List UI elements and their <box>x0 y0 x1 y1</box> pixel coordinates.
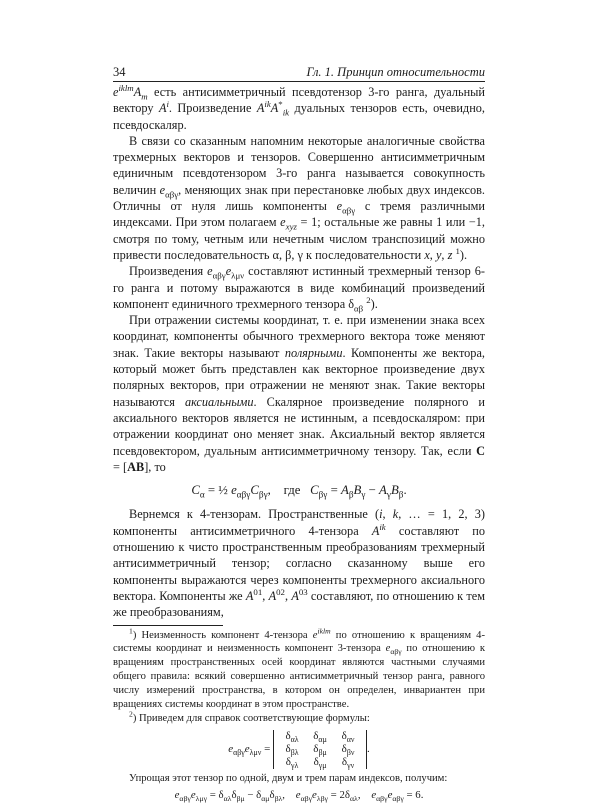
det-cell: $\delta_{\alpha\nu}$ <box>341 729 355 745</box>
footnotes <box>113 625 486 803</box>
running-title: Гл. 1. Принцип относительности <box>306 65 485 79</box>
det-cell: $\delta_{\gamma\nu}$ <box>341 755 355 771</box>
page-number: 34 <box>113 65 126 79</box>
determinant-lhs: $e_{\alpha\beta\gamma}e_{\lambda\mu\nu}$ = <box>228 742 271 758</box>
det-cell: $\delta_{\alpha\mu}$ <box>313 729 327 745</box>
paragraph-1: $e^{iklm}A_m$ есть антисимметричный псевдотензор 3-го ранга, дуальный вектору $A^i$. Произведение $A^{ik}A^*_{ik}$ дуальных тензоров есть, очевидно, псевдоскаляр. <box>113 82 485 132</box>
main-text <box>113 84 485 803</box>
paragraph-5: Вернемся к 4-тензорам. Пространственные (i, k, … = 1, 2, 3) компоненты антисимметричного 4-тензора $A^{ik}$ составляют по отношению к чисто пространственным преобразованиям трехмерный антисимметричный тензор; согласно сказанному выше его компоненты выражаются через компоненты трехмерного аксиального вектора. Компоненты же $A^{01}$, $A^{02}$, $A^{03}$ составляют, по отношению к тем же преобразованиям, <box>113 507 485 620</box>
determinant-row <box>278 756 362 769</box>
contraction-formulas: $e_{\alpha\beta\gamma}e_{\lambda\mu\gamma} = \delta_{\alpha\lambda}\delta_{\beta\mu} - \delta_{\alpha\mu}\delta_{\beta\lambda}$, $e_{\alpha\beta\gamma}e_{\lambda\beta\gamma} = 2\delta_{\alpha\lambda}$, $e_{\alpha\beta\gamma}e_{\alpha\beta\gamma} = 6$. <box>174 788 424 803</box>
paragraph-3: Произведения $e_{\alpha\beta\gamma}e_{\lambda\mu\nu}$ составляют истинный трехмерный тензор 6-го ранга и потому выражаются в виде комбинаций произведений компонент единичного трехмерного тензора $\delta_{\alpha\beta}$ $^2$). <box>113 264 485 314</box>
det-cell: $\delta_{\beta\mu}$ <box>313 742 327 758</box>
page-header <box>113 64 485 80</box>
determinant-matrix <box>273 730 367 769</box>
header-rule <box>113 81 485 82</box>
determinant-formula: $e_{\alpha\beta\gamma}e_{\lambda\mu\nu}$ = $\delta_{\alpha\lambda}$ $\delta_{\alpha\mu}$ $\delta_{\alpha\nu}$ $\delta_{\beta\lambda}$ $\delta_{\beta\mu}$ $\delta_{\beta\nu}$ $\delta_{\gamma\lambda}$ $\delta_{\gamma\mu}$ $\delta_{\gamma\nu}$ . <box>228 729 370 771</box>
footnote-1: $^1$) Неизменность компонент 4-тензора $e^{iklm}$ по отношению к вращениям 4-системы координат и неизменность компонент 3-тензора $e_{\alpha\beta\gamma}$ по отношению к вращениям пространственных осей координат являются частными случаями общего правила: всякий совершенно антисимметричный тензор ранга, равного числу измерений пространства, в котором он определен, инвариантен при вращениях системы координат в этом пространстве. <box>113 625 486 711</box>
det-cell: $\delta_{\alpha\lambda}$ <box>285 729 299 745</box>
det-cell: $\delta_{\gamma\lambda}$ <box>285 755 299 771</box>
det-cell: $\delta_{\gamma\mu}$ <box>313 755 327 771</box>
paragraph-2: В связи со сказанным напомним некоторые аналогичные свойства трехмерных векторов и тензоров. Совершенно антисимметричным единичным псевдотензором 3-го ранга называется совокупность величин $e_{\alpha\beta\gamma}$, меняющих знак при перестановке любых двух индексов. Отличны от нуля лишь компоненты $e_{\alpha\beta\gamma}$ с тремя различными индексами. При этом полагаем $e_{xyz} = 1$; остальные же равны 1 или −1, смотря по тому, четным или нечетным числом транспозиций можно привести последовательность α, β, γ к последовательности x, y, z $^1$). <box>113 133 485 262</box>
footnote-2: $^2$) Приведем для справок соответствующие формулы: <box>129 709 370 724</box>
formula-axial-vector: $C_\alpha$ = ½ $e_{\alpha\beta\gamma}C_{\beta\gamma}$, где $C_{\beta\gamma} = A_\beta B_\gamma - A_\gamma B_\beta$. <box>191 483 407 500</box>
determinant-row <box>278 730 362 743</box>
paragraph-4: При отражении системы координат, т. е. при изменении знака всех координат, компоненты обычного трехмерного вектора тоже меняют знак. Такие векторы называют полярными. Компоненты же вектора, который может быть представлен как векторное произведение двух полярных векторов, при отражении не меняют знак. Такие векторы называются аксиальными. Скалярное произведение полярного и аксиального векторов является не истинным, а псевдоскаляром: при отражении координат оно меняет знак. Аксиальный вектор является псевдовектором, дуальным антисимметричному тензору. Так, если C = [AB], то <box>113 313 485 474</box>
determinant-row <box>278 743 362 756</box>
det-cell: $\delta_{\beta\nu}$ <box>341 742 355 758</box>
det-cell: $\delta_{\beta\lambda}$ <box>285 742 299 758</box>
footnote-2-continuation: Упрощая этот тензор по одной, двум и трем парам индексов, получим: <box>129 772 448 784</box>
